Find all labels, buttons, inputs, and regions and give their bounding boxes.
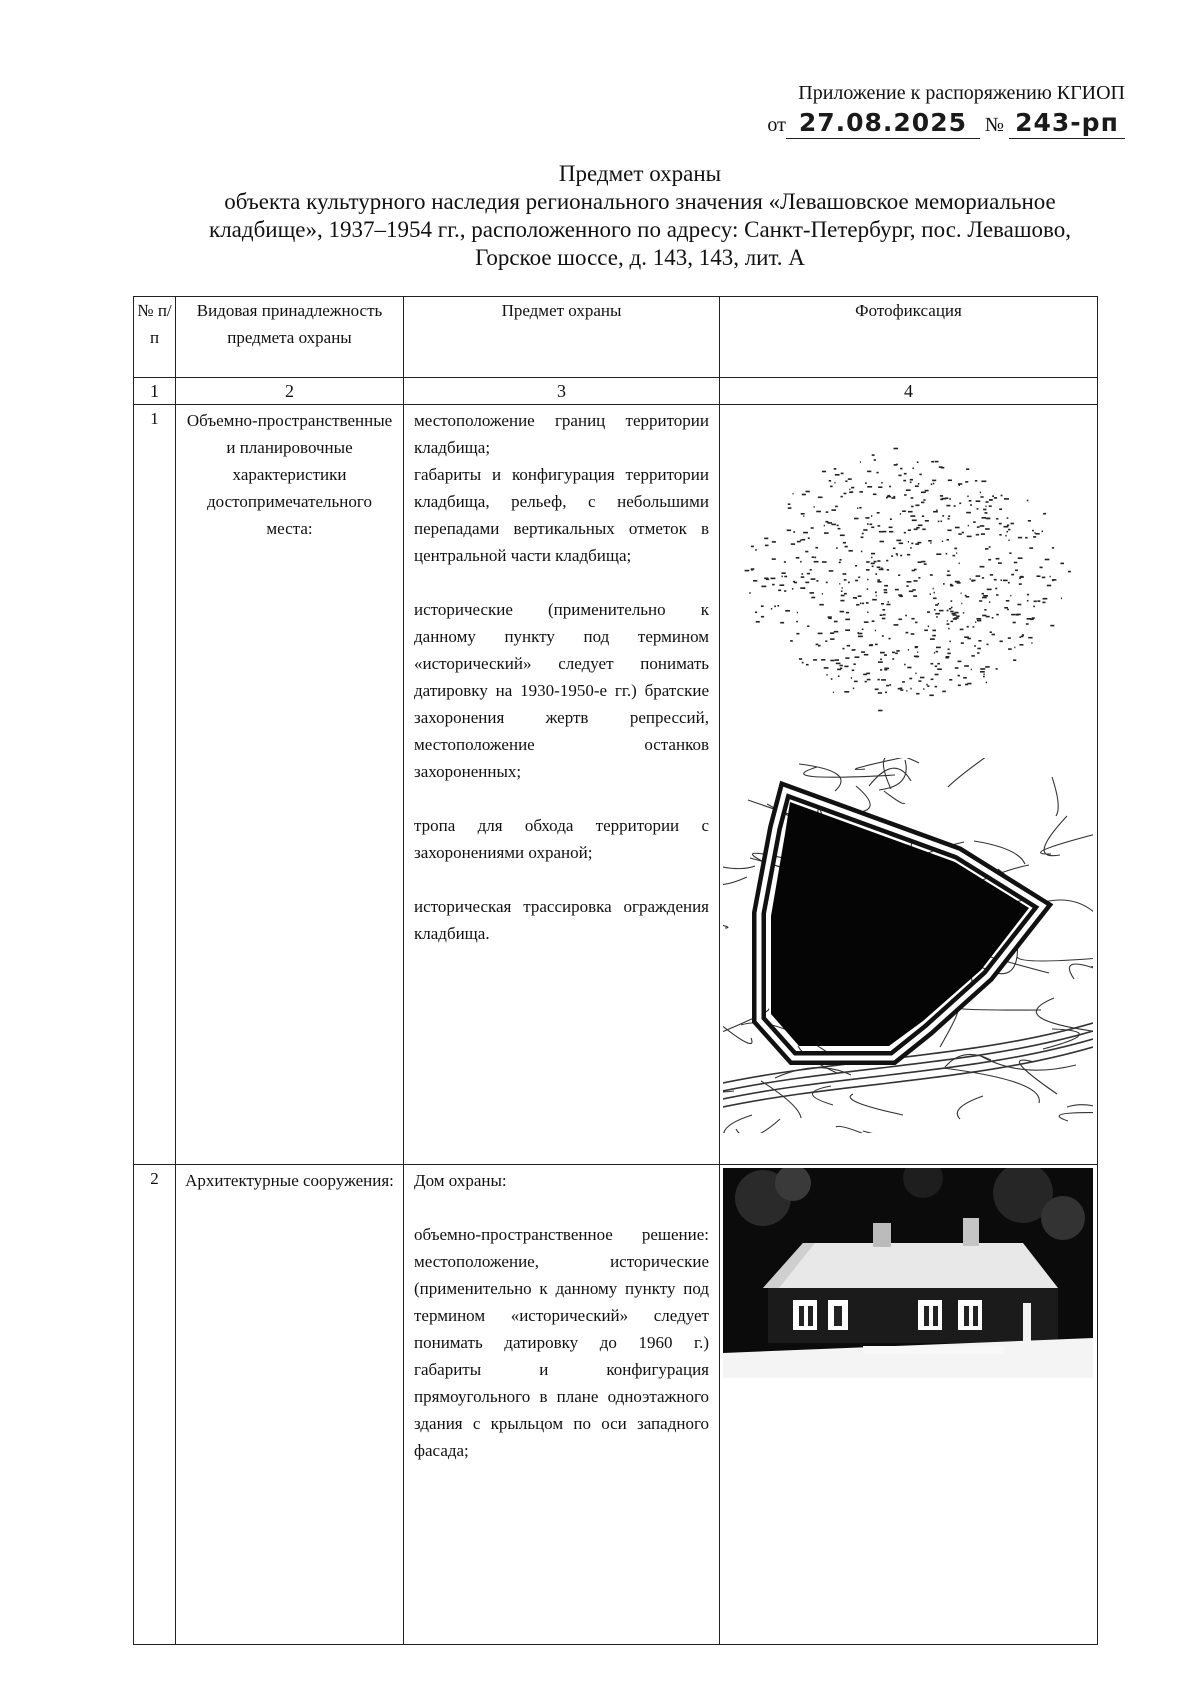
subject-paragraph: Дом охраны: [414,1171,507,1190]
handwritten-number: 243-рп [1009,108,1125,139]
order-reference [767,108,1125,140]
column-number: 4 [720,378,1098,405]
column-number: 1 [134,378,176,405]
header-photo: Фотофиксация [720,297,1098,378]
document-header [767,80,1125,140]
column-number: 3 [404,378,720,405]
guardhouse-photo [723,1168,1093,1378]
header-kind: Видовая принадлежность предмета охраны [176,297,404,378]
protection-subject-table [133,296,1098,1645]
table-header-row [134,297,1098,378]
title-line-2: объекта культурного наследия регионального значения «Левашовское мемориальное [224,189,1056,214]
row-kind: Архитектурные сооружения: [176,1165,404,1645]
row-subject [404,1165,720,1645]
table-row [134,405,1098,1165]
number-prefix: № [984,114,1004,136]
row-subject [404,405,720,1165]
title-line-4: Горское шоссе, д. 143, 143, лит. А [475,245,805,270]
date-prefix: от [767,114,786,136]
subject-paragraph: объемно-пространственное решение: местоположение, исторические (применительно к данному пункту под термином «исторический» следует понимать датировку до 1960 г.) габариты и конфигурация прямоугольного в плане одноэтажного здания с крыльцом по оси западного фасада; [414,1225,709,1460]
column-number-row [134,378,1098,405]
header-num: № п/ п [134,297,176,378]
subject-paragraph: местоположение границ территории кладбища; [414,411,709,457]
row-number: 2 [134,1165,176,1645]
subject-paragraph: историческая трассировка ограждения кладбища. [414,897,709,943]
burial-scatter-plan-image [723,408,1093,738]
title-line-1: Предмет охраны [558,161,722,186]
header-subject: Предмет охраны [404,297,720,378]
subject-paragraph: исторические (применительно к данному пункту под термином «исторический» следует понимать датировку на 1930-1950-е гг.) братские захоронения жертв репрессий, местоположение останков захороненных; [414,600,709,781]
row-photo [720,1165,1098,1645]
handwritten-date: 27.08.2025 [786,108,980,139]
row-kind: Объемно-пространственные и планировочные характеристики достопримечательного места: [176,405,404,1165]
column-number: 2 [176,378,404,405]
document-title [150,160,1130,272]
table-row [134,1165,1098,1645]
cemetery-boundary-map-image [723,758,1093,1133]
subject-paragraph: тропа для обхода территории с захоронениями охраной; [414,816,709,862]
appendix-label: Приложение к распоряжению КГИОП [798,82,1125,104]
row-number: 1 [134,405,176,1165]
title-line-3: кладбище», 1937–1954 гг., расположенного по адресу: Санкт-Петербург, пос. Левашово, [209,217,1071,242]
row-photo [720,405,1098,1165]
subject-paragraph: габариты и конфигурация территории кладбища, рельеф, с небольшими перепадами вертикальных отметок в центральной части кладбища; [414,465,709,565]
